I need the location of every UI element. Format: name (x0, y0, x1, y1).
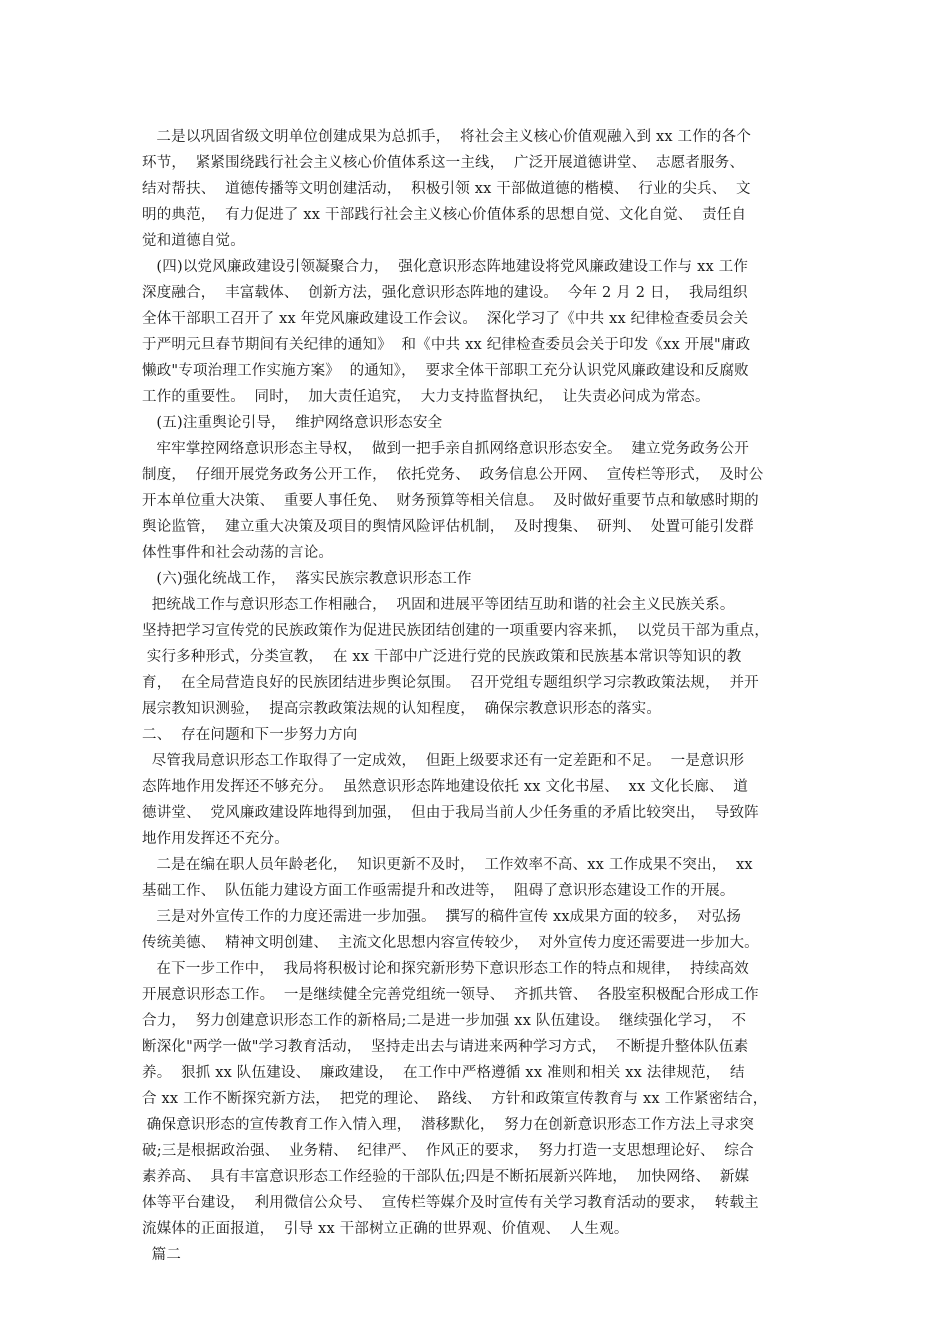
text-line: 牢牢掌控网络意识形态主导权， 做到一把手亲自抓网络意识形态安全。 建立党务政务公开 (142, 441, 749, 457)
text-line: 态阵地作用发挥还不够充分。 虽然意识形态阵地建设依托 xx 文化书屋、 xx 文化长廊、 道 (142, 779, 748, 795)
text-line: 二是在编在职人员年龄老化， 知识更新不及时， 工作效率不高、xx 工作成果不突出， xx (142, 857, 753, 873)
text-line: 地作用发挥还不充分。 (142, 831, 289, 847)
text-line: (五)注重舆论引导， 维护网络意识形态安全 (142, 415, 443, 431)
text-line: 篇二 (142, 1247, 182, 1263)
text-line: 制度， 仔细开展党务政务公开工作， 依托党务、 政务信息公开网、 宣传栏等形式， 及时公 (142, 467, 764, 483)
text-line: 工作的重要性。 同时， 加大责任追究， 大力支持监督执纪， 让失责必问成为常态。 (142, 389, 710, 405)
text-line: 舆论监管， 建立重大决策及项目的舆情风险评估机制， 及时搜集、 研判、 处置可能引发群 (142, 519, 754, 535)
text-line: 素养高、 具有丰富意识形态工作经验的干部队伍;四是不断拓展新兴阵地， 加快网络、 新媒 (142, 1169, 750, 1185)
text-line: 合力， 努力创建意识形态工作的新格局;二是进一步加强 xx 队伍建设。 继续强化学习， 不 (142, 1013, 747, 1029)
text-line: 体性事件和社会动荡的言论。 (142, 545, 334, 561)
text-line: 明的典范， 有力促进了 xx 干部践行社会主义核心价值体系的思想自觉、文化自觉、 责任自 (142, 207, 747, 223)
text-line: 二是以巩固省级文明单位创建成果为总抓手， 将社会主义核心价值观融入到 xx 工作的各个 (142, 129, 752, 145)
text-line: 觉和道德自觉。 (142, 233, 245, 249)
text-line: 传统美德、 精神文明创建、 主流文化思想内容宣传较少， 对外宣传力度还需要进一步加大。 (142, 935, 759, 951)
text-line: 开本单位重大决策、 重要人事任免、 财务预算等相关信息。 及时做好重要节点和敏感时期的 (142, 493, 759, 509)
text-line: 深度融合， 丰富载体、 创新方法，强化意识形态阵地的建设。 今年 2 月 2 日， 我局组织 (142, 285, 748, 301)
text-line: 流媒体的正面报道， 引导 xx 干部树立正确的世界观、价值观、 人生观。 (142, 1221, 629, 1237)
text-line: 结对帮扶、 道德传播等文明创建活动， 积极引领 xx 干部做道德的楷模、 行业的尖兵、 文 (142, 181, 751, 197)
text-line: 展宗教知识测验， 提高宗教政策法规的认知程度， 确保宗教意识形态的落实。 (142, 701, 662, 717)
text-line: 三是对外宣传工作的力度还需进一步加强。 撰写的稿件宣传 xx成果方面的较多， 对弘扬 (142, 909, 742, 925)
text-line: 尽管我局意识形态工作取得了一定成效， 但距上级要求还有一定差距和不足。 一是意识形 (142, 753, 745, 769)
text-line: 全体干部职工召开了 xx 年党风廉政建设工作会议。 深化学习了《中共 xx 纪律检查委员会关 (142, 311, 749, 327)
text-line: 懒政"专项治理工作实施方案》 的通知》， 要求全体干部职工充分认识党风廉政建设和反腐败 (142, 363, 749, 379)
text-line: 环节， 紧紧围绕践行社会主义核心价值体系这一主线， 广泛开展道德讲堂、 志愿者服务、 (142, 155, 745, 171)
text-line: 育， 在全局营造良好的民族团结进步舆论氛围。 召开党组专题组织学习宗教政策法规， 并开 (142, 675, 759, 691)
text-line: 体等平台建设， 利用微信公众号、 宣传栏等媒介及时宣传有关学习教育活动的要求， 转载主 (142, 1195, 759, 1211)
text-line: 确保意识形态的宣传教育工作入情入理， 潜移默化， 努力在创新意识形态工作方法上寻求突 (142, 1117, 755, 1133)
text-line: 在下一步工作中， 我局将积极讨论和探究新形势下意识形态工作的特点和规律， 持续高效 (142, 961, 749, 977)
text-line: 实行多种形式，分类宣教， 在 xx 干部中广泛进行党的民族政策和民族基本常识等知识的教 (142, 649, 742, 665)
text-line: 把统战工作与意识形态工作相融合， 巩固和进展平等团结互助和谐的社会主义民族关系。 (142, 597, 735, 613)
text-line: 断深化"两学一做"学习教育活动， 坚持走出去与请进来两种学习方式， 不断提升整体队伍素 (142, 1039, 749, 1055)
text-line: 基础工作、 队伍能力建设方面工作亟需提升和改进等， 阻碍了意识形态建设工作的开展。 (142, 883, 735, 899)
text-line: 破;三是根据政治强、 业务精、 纪律严、 作风正的要求， 努力打造一支思想理论好、 综合 (142, 1143, 754, 1159)
text-line: (六)强化统战工作， 落实民族宗教意识形态工作 (142, 571, 472, 587)
text-line: 二、 存在问题和下一步努力方向 (142, 727, 358, 743)
text-line: 于严明元旦春节期间有关纪律的通知》 和《中共 xx 纪律检查委员会关于印发《xx 开展"庸政 (142, 337, 751, 353)
text-line: (四)以党风廉政建设引领凝聚合力， 强化意识形态阵地建设将党风廉政建设工作与 xx 工作 (142, 259, 749, 275)
text-line: 坚持把学习宣传党的民族政策作为促进民族团结创建的一项重要内容来抓， 以党员干部为重点， (142, 623, 770, 639)
document-body (142, 124, 814, 1268)
text-line: 合 xx 工作不断探究新方法， 把党的理论、 路线、 方针和政策宣传教育与 xx 工作紧密结合， (142, 1091, 768, 1107)
text-line: 开展意识形态工作。 一是继续健全完善党组统一领导、 齐抓共管、 各股室积极配合形成工作 (142, 987, 759, 1003)
text-line: 养。 狠抓 xx 队伍建设、 廉政建设， 在工作中严格遵循 xx 准则和相关 xx 法律规范， 结 (142, 1065, 745, 1081)
text-line: 德讲堂、 党风廉政建设阵地得到加强， 但由于我局当前人少任务重的矛盾比较突出， 导致阵 (142, 805, 759, 821)
